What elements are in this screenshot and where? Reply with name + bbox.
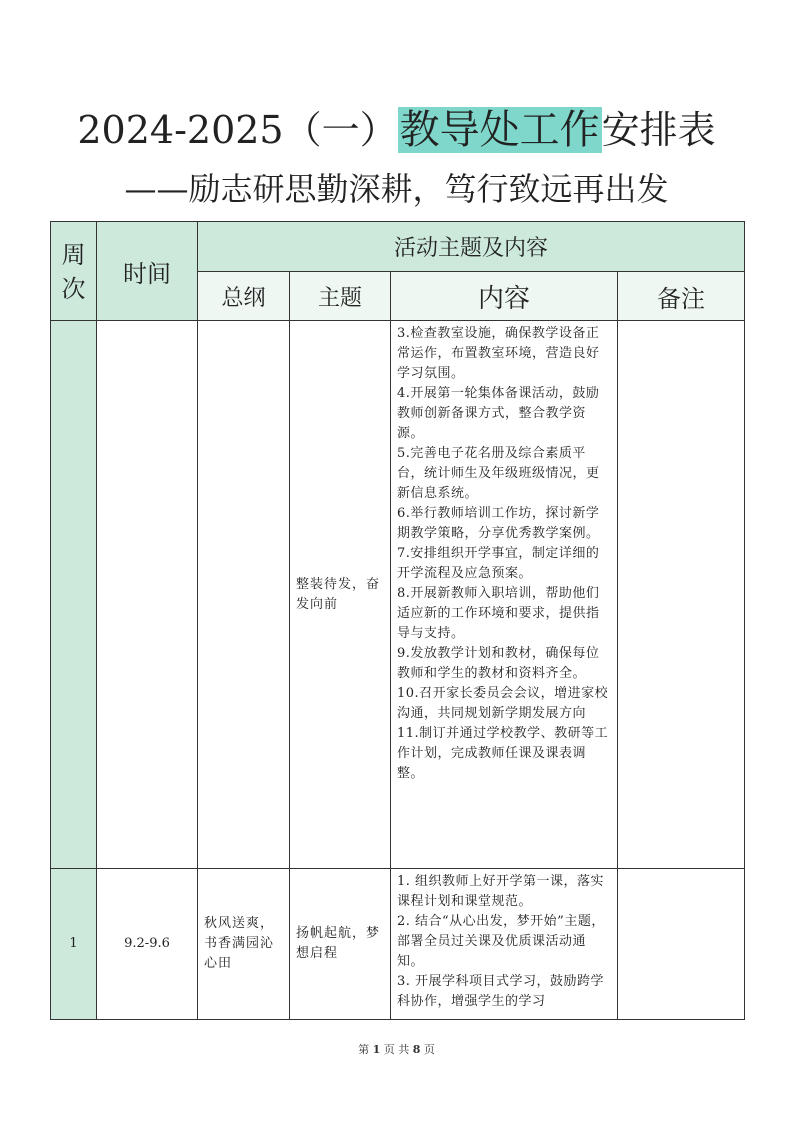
- content-item: 9.发放教学计划和教材，确保每位教师和学生的教材和资料齐全。: [397, 646, 600, 681]
- row-time: [97, 321, 198, 869]
- header-week: 周次: [51, 222, 97, 321]
- content-item: 10.召开家长委员会会议，增进家校沟通，共同规划新学期发展方向: [397, 686, 609, 721]
- content-item: 3.检查教室设施，确保教学设备正常运作，布置教室环境，营造良好学习氛围。: [397, 326, 600, 381]
- content-item: 4.开展第一轮集体备课活动，鼓励教师创新备课方式，整合教学资源。: [397, 386, 600, 441]
- row-theme: 扬帆起航，梦想启程: [290, 869, 391, 1020]
- content-item: 1. 组织教师上好开学第一课，落实课程计划和课堂规范。: [397, 874, 605, 909]
- title-prefix: 2024-2025（一）: [77, 108, 398, 152]
- current-page-number: 1: [372, 1043, 381, 1056]
- content-item: 8.开展新教师入职培训，帮助他们适应新的工作环境和要求，提供指导与支持。: [397, 586, 600, 641]
- footer-text: 页: [423, 1043, 435, 1056]
- table-row: [51, 321, 745, 869]
- header-outline: 总纲: [198, 272, 290, 321]
- schedule-table: [50, 221, 745, 1020]
- content-item: 11.制订并通过学校教学、教研等工作计划，完成教师任课及课表调整。: [397, 726, 609, 781]
- row-outline: [198, 321, 290, 869]
- header-remarks: 备注: [618, 272, 745, 321]
- footer-text: 第: [358, 1043, 370, 1056]
- row-content: [391, 869, 618, 1020]
- header-time: 时间: [97, 222, 198, 321]
- content-item: 5.完善电子花名册及综合素质平台，统计师生及年级班级情况，更新信息系统。: [397, 446, 600, 501]
- page-footer: [0, 1041, 793, 1057]
- content-item: 6.举行教师培训工作坊，探讨新学期教学策略，分享优秀教学案例。: [397, 506, 600, 541]
- row-theme: 整装待发，奋发向前: [290, 321, 391, 869]
- header-activity: 活动主题及内容: [198, 222, 745, 272]
- total-page-number: 8: [412, 1043, 421, 1056]
- row-week: [51, 321, 97, 869]
- header-theme: 主题: [290, 272, 391, 321]
- row-time: 9.2-9.6: [97, 869, 198, 1020]
- title-suffix: 安排表: [601, 108, 716, 152]
- document-title: [0, 98, 793, 162]
- title-highlight: 教导处工作: [399, 107, 600, 153]
- content-item: 7.安排组织开学事宜，制定详细的开学流程及应急预案。: [397, 546, 600, 581]
- row-outline: 秋风送爽，书香满园沁心田: [198, 869, 290, 1020]
- row-content: [391, 321, 618, 869]
- footer-text: 页 共: [383, 1043, 410, 1056]
- content-item: 2. 结合“从心出发，梦开始”主题，部署全员过关课及优质课活动通知。: [397, 914, 605, 969]
- row-remarks: [618, 869, 745, 1020]
- row-week: 1: [51, 869, 97, 1020]
- table-row: [51, 869, 745, 1020]
- document-subtitle: ——励志研思勤深耕，笃行致远再出发: [124, 170, 669, 208]
- row-remarks: [618, 321, 745, 869]
- header-content: 内容: [391, 272, 618, 321]
- content-item: 3. 开展学科项目式学习，鼓励跨学科协作，增强学生的学习: [397, 974, 605, 1009]
